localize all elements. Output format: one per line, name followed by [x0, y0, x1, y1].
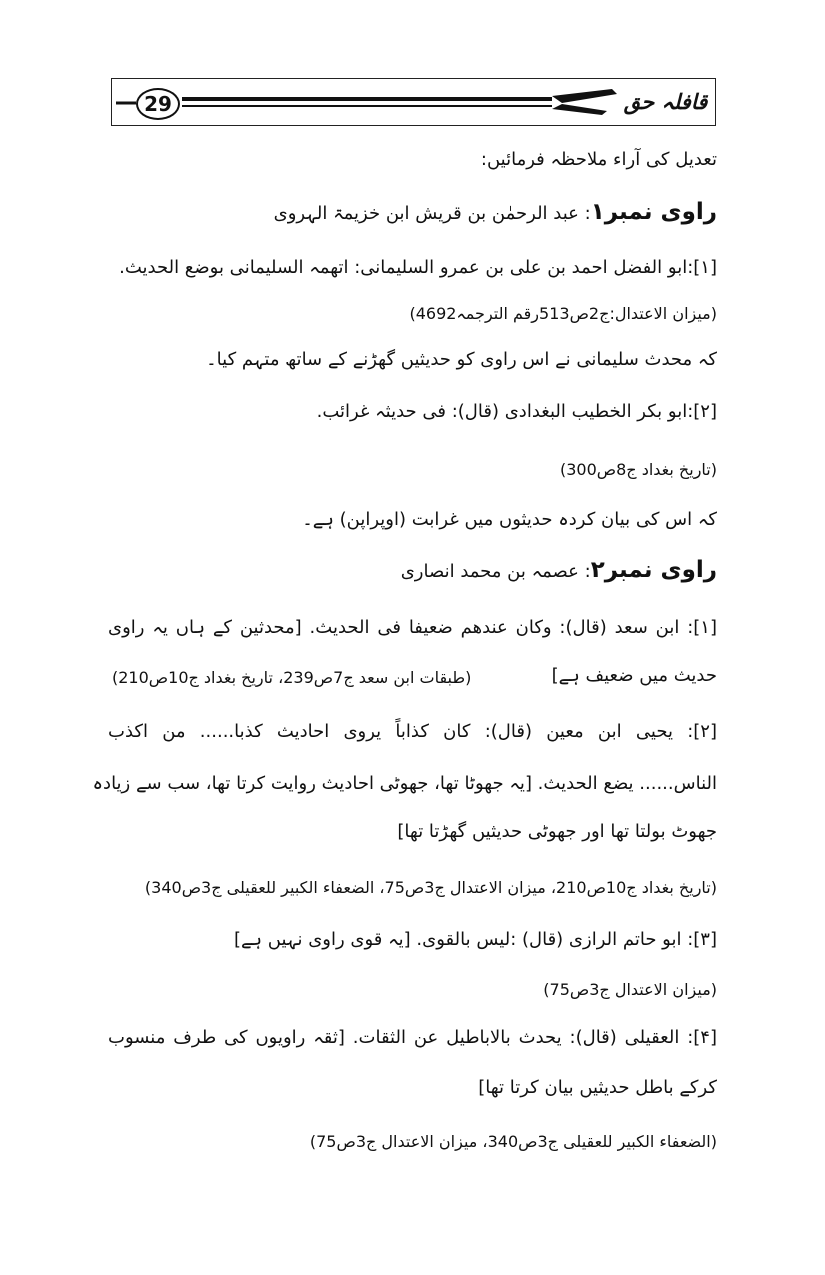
text-line: [۳]: ابو حاتم الرازی (قال) :لیس بالقوی. [یہ قوی راوی نہیں ہے] — [233, 929, 717, 950]
reference-line: (میزان الاعتدال ج3ص75) — [543, 980, 717, 999]
text-line: [۴]: العقیلی (قال): یحدث بالاباطیل عن الثقات. [ثقہ راویوں کی طرف منسوب — [108, 1027, 717, 1048]
text-line: حدیث میں ضعیف ہے] — [551, 665, 717, 686]
reference-line: (تاریخ بغداد ج8ص300) — [559, 460, 717, 479]
narrator-1-heading — [274, 198, 717, 228]
page-number: 29 — [136, 88, 180, 120]
narrator-2-heading — [401, 556, 717, 586]
text-line: [۲]:ابو بکر الخطیب البغدادی (قال): فی حدیثہ غرائب. — [316, 401, 717, 422]
narrator-2-label: راوی نمبر۲ — [590, 557, 717, 583]
text-line: کرکے باطل حدیثیں بیان کرتا تھا] — [478, 1077, 717, 1098]
text-line: جھوٹ بولتا تھا اور جھوٹی حدیثیں گھڑتا تھا] — [397, 821, 717, 842]
text-line: کہ محدث سلیمانی نے اس راوی کو حدیثیں گھڑنے کے ساتھ متہم کیا۔ — [206, 349, 717, 370]
narrator-1-label: راوی نمبر۱ — [590, 199, 717, 225]
reference-line: (میزان الاعتدال:ج2ص513رقم الترجمہ4692) — [409, 304, 717, 323]
reference-line: (الضعفاء الکبیر للعقیلی ج3ص340، میزان الاعتدال ج3ص75) — [309, 1132, 717, 1151]
reference-line: (تاریخ بغداد ج10ص210، میزان الاعتدال ج3ص75، الضعفاء الکبیر للعقیلی ج3ص340) — [144, 878, 717, 897]
text-line: کہ اس کی بیان کردہ حدیثوں میں غرابت (اوپراپن) ہے۔ — [302, 509, 717, 530]
narrator-1-name: : عبد الرحمٰن بن قریش ابن خزیمۃ الہروی — [273, 203, 591, 224]
reference-line: (طبقات ابن سعد ج7ص239، تاریخ بغداد ج10ص210) — [112, 668, 472, 687]
intro-line: تعدیل کی آراء ملاحظہ فرمائیں: — [480, 149, 717, 170]
text-line: [۱]:ابو الفضل احمد بن علی بن عمرو السلیمانی: اتھمہ السلیمانی بوضع الحدیث. — [119, 257, 717, 278]
book-logo: قافلہ حق — [623, 88, 708, 114]
text-line: [۲]: یحیی ابن معین (قال): کان کذاباً یروی احادیث کذبا...... من اکذب — [108, 721, 717, 742]
text-line: الناس...... یضع الحدیث. [یہ جھوٹا تھا، جھوٹی احادیث روایت کرتا تھا، سب سے زیادہ — [92, 773, 717, 794]
narrator-2-name: : عصمہ بن محمد انصاری — [400, 561, 591, 582]
text-line: [۱]: ابن سعد (قال): وکان عندھم ضعیفا فی الحدیث. [محدثین کے ہاں یہ راوی — [108, 617, 717, 638]
